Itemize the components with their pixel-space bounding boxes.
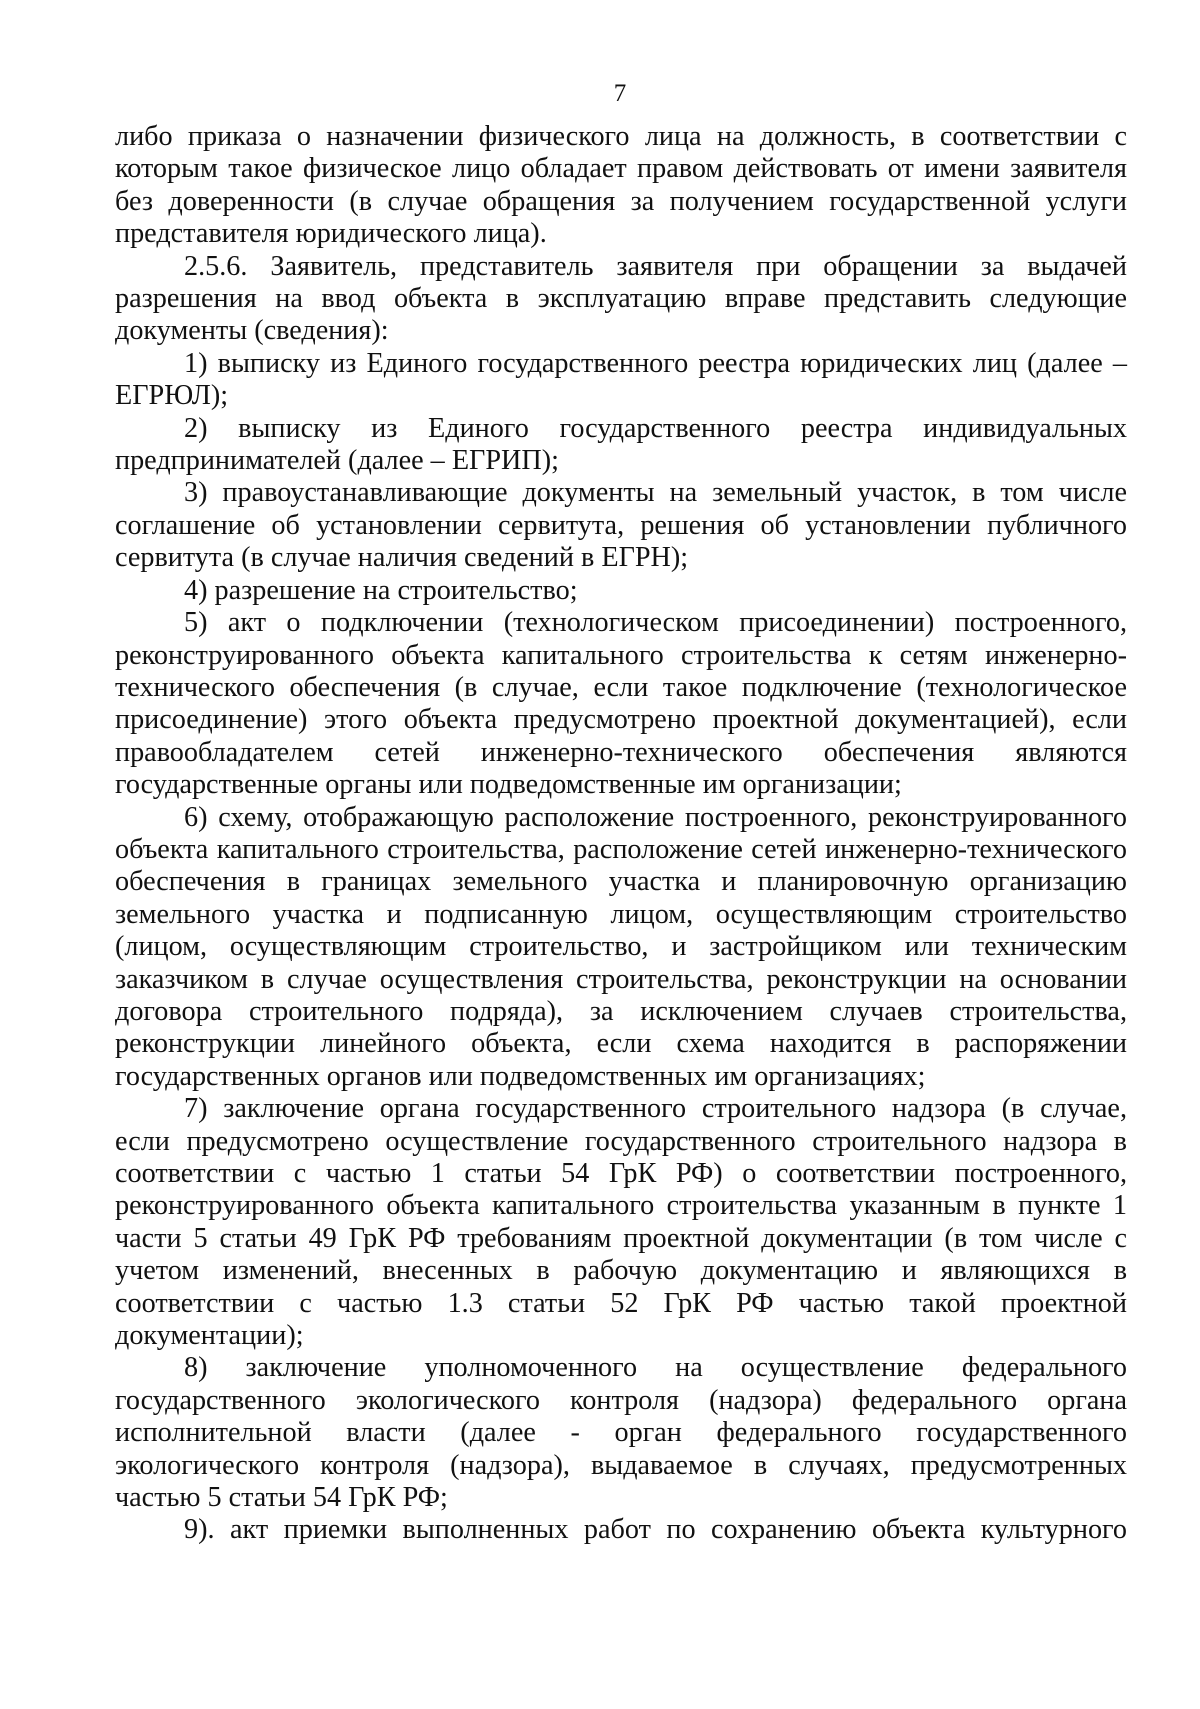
- list-item-2: 2) выписку из Единого государственного реестра индивидуальных предпринимателей (далее – ЕГРИП);: [115, 412, 1127, 477]
- list-item-1: 1) выписку из Единого государственного реестра юридических лиц (далее – ЕГРЮЛ);: [115, 347, 1127, 412]
- document-body: [115, 121, 1127, 1547]
- list-item-6: 6) схему, отображающую расположение построенного, реконструированного объекта капитального строительства, расположение сетей инженерно-технического обеспечения в границах земельного участка и планировочную организацию земельного участка и подписанную лицом, осуществляющим строительство (лицом, осуществляющим строительство, и застройщиком или техническим заказчиком в случае осуществления строительства, реконструкции на основании договора строительного подряда), за исключением случаев строительства, реконструкции линейного объекта, если схема находится в распоряжении государственных органов или подведомственных им организациях;: [115, 801, 1127, 1092]
- list-item-4: 4) разрешение на строительство;: [184, 574, 578, 606]
- list-item-5: 5) акт о подключении (технологическом присоединении) построенного, реконструированного объекта капитального строительства к сетям инженерно-технического обеспечения (в случае, если такое подключение (технологическое присоединение) этого объекта предусмотрено проектной документацией), если правообладателем сетей инженерно-технического обеспечения являются государственные органы или подведомственные им организации;: [115, 607, 1127, 801]
- page-number: 7: [613, 80, 627, 107]
- paragraph-continuation: либо приказа о назначении физического лица на должность, в соответствии с которым такое физическое лицо обладает правом действовать от имени заявителя без доверенности (в случае обращения за получением государственной услуги представителя юридического лица).: [115, 121, 1127, 250]
- list-item-3: 3) правоустанавливающие документы на земельный участок, в том числе соглашение об установлении сервитута, решения об установлении публичного сервитута (в случае наличия сведений в ЕГРН);: [115, 477, 1127, 574]
- list-item-7: 7) заключение органа государственного строительного надзора (в случае, если предусмотрено осуществление государственного строительного надзора в соответствии с частью 1 статьи 54 ГрК РФ) о соответствии построенного, реконструированного объекта капитального строительства указанным в пункте 1 части 5 статьи 49 ГрК РФ требованиям проектной документации (в том числе с учетом изменений, внесенных в рабочую документацию и являющихся в соответствии с частью 1.3 статьи 52 ГрК РФ частью такой проектной документации);: [115, 1093, 1127, 1352]
- paragraph-2-5-6: 2.5.6. Заявитель, представитель заявителя при обращении за выдачей разрешения на ввод объекта в эксплуатацию вправе представить следующие документы (сведения):: [115, 250, 1127, 347]
- list-item-8: 8) заключение уполномоченного на осуществление федерального государственного экологического контроля (надзора) федерального органа исполнительной власти (далее - орган федерального государственного экологического контроля (надзора), выдаваемое в случаях, предусмотренных частью 5 статьи 54 ГрК РФ;: [115, 1352, 1127, 1514]
- list-item-9: 9). акт приемки выполненных работ по сохранению объекта культурного: [184, 1514, 1127, 1546]
